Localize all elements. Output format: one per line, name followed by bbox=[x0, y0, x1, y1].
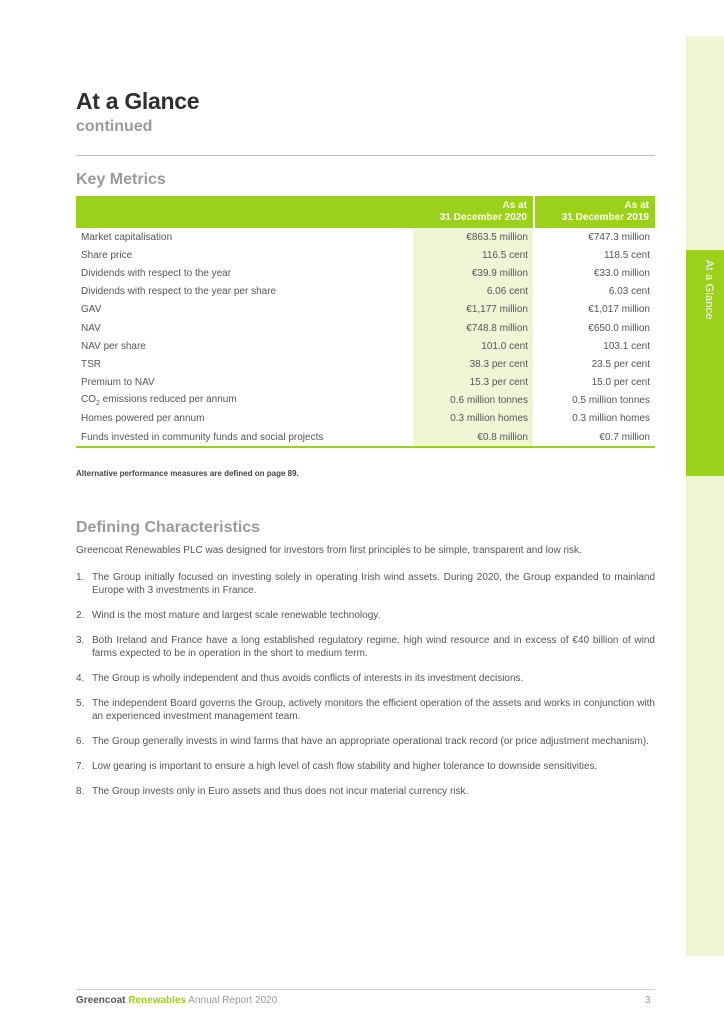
list-number: 3. bbox=[76, 635, 85, 646]
footer-divider bbox=[76, 989, 655, 990]
metric-value-2019: 118.5 cent bbox=[604, 249, 650, 261]
list-number: 5. bbox=[76, 698, 85, 709]
table-row bbox=[76, 392, 655, 410]
metric-value-2020: €863.5 million bbox=[413, 228, 534, 246]
list-text: Wind is the most mature and largest scale renewable technology. bbox=[92, 610, 381, 621]
table-row bbox=[76, 246, 655, 264]
metric-label: Funds invested in community funds and social projects bbox=[76, 428, 413, 447]
table-row bbox=[76, 228, 655, 246]
list-number: 2. bbox=[76, 610, 85, 621]
list-item bbox=[76, 609, 655, 622]
footer-brand-greencoat: Greencoat bbox=[76, 995, 126, 1006]
table-row bbox=[76, 374, 655, 392]
list-number: 4. bbox=[76, 673, 85, 684]
metric-label: Market capitalisation bbox=[81, 231, 173, 243]
metric-label: Share price bbox=[81, 249, 133, 261]
metric-value-2019: 0.5 million tonnes bbox=[572, 395, 650, 407]
metric-label: NAV per share bbox=[81, 340, 146, 352]
metric-label: GAV bbox=[81, 304, 102, 316]
table-row bbox=[76, 264, 655, 282]
footer-brand-renewables: Renewables bbox=[128, 995, 187, 1006]
list-item bbox=[76, 634, 655, 660]
table-row bbox=[76, 355, 655, 373]
metric-value-2020: 0.3 million homes bbox=[413, 410, 534, 428]
side-section-tab[interactable] bbox=[686, 250, 724, 476]
metric-value-2020: 6.06 cent bbox=[413, 283, 534, 301]
co2-suffix: emissions reduced per annum bbox=[99, 394, 237, 406]
list-item bbox=[76, 785, 655, 798]
characteristics-list bbox=[76, 571, 655, 810]
metric-value-2019: €650.0 million bbox=[588, 322, 650, 334]
list-item bbox=[76, 571, 655, 597]
list-number: 8. bbox=[76, 786, 85, 797]
metric-value-2019: 103.1 cent bbox=[603, 340, 650, 352]
column-header-2020-line2: 31 December 2020 bbox=[439, 212, 527, 223]
apm-footnote: Alternative performance measures are defined on page 89. bbox=[76, 469, 299, 478]
page-title: At a Glance bbox=[76, 88, 200, 114]
key-metrics-heading: Key Metrics bbox=[76, 171, 166, 188]
metric-value-2020: 0.6 million tonnes bbox=[413, 392, 534, 410]
title-divider bbox=[76, 155, 655, 156]
list-item bbox=[76, 672, 655, 685]
side-tab-label: At a Glance bbox=[703, 260, 715, 320]
list-item bbox=[76, 760, 655, 773]
metric-value-2020: 101.0 cent bbox=[413, 337, 534, 355]
header-blank bbox=[76, 196, 413, 228]
list-text: Both Ireland and France have a long established regulatory regime, high wind resource and in excess of €40 billion of wind farms expected to be in operation in the short to medium term. bbox=[92, 635, 655, 659]
metric-value-2020: 116.5 cent bbox=[413, 246, 534, 264]
metric-value-2020: 38.3 per cent bbox=[413, 355, 534, 373]
table-row bbox=[76, 337, 655, 355]
metric-value-2020: €39.9 million bbox=[413, 264, 534, 282]
key-metrics-table bbox=[76, 196, 655, 448]
page-number: 3 bbox=[645, 995, 651, 1006]
column-header-2019-line2: 31 December 2019 bbox=[561, 212, 649, 223]
metric-label: Dividends with respect to the year per share bbox=[81, 286, 277, 298]
page-subtitle: continued bbox=[76, 118, 153, 135]
list-text: The Group invests only in Euro assets and thus does not incur material currency risk. bbox=[92, 786, 469, 797]
table-row bbox=[76, 283, 655, 301]
table-header-row bbox=[76, 196, 655, 228]
list-number: 6. bbox=[76, 736, 85, 747]
metric-value-2019: 6.03 cent bbox=[608, 286, 650, 298]
metric-value-2019: 0.3 million homes bbox=[572, 413, 650, 425]
metric-label bbox=[76, 392, 413, 410]
list-item bbox=[76, 735, 655, 748]
footer-report-name: Annual Report 2020 bbox=[188, 995, 278, 1006]
column-header-2020 bbox=[413, 196, 534, 228]
column-header-2020-line1: As at bbox=[502, 200, 527, 211]
metric-value-2019: 23.5 per cent bbox=[591, 358, 650, 370]
metric-value-2020: €748.8 million bbox=[413, 319, 534, 337]
list-item bbox=[76, 697, 655, 723]
table-row bbox=[76, 301, 655, 319]
list-text: The Group generally invests in wind farms that have an appropriate operational track record (or price adjustment mechanism). bbox=[92, 736, 649, 747]
list-text: The Group is wholly independent and thus avoids conflicts of interests in its investment decisions. bbox=[92, 673, 524, 684]
table-row bbox=[76, 428, 655, 447]
metric-label: NAV bbox=[81, 322, 101, 334]
metric-value-2019: €1,017 million bbox=[588, 304, 650, 316]
metric-value-2020: 15.3 per cent bbox=[413, 374, 534, 392]
defining-intro: Greencoat Renewables PLC was designed for investors from first principles to be simple, transparent and low risk. bbox=[76, 545, 582, 556]
co2-subscript: 2 bbox=[96, 400, 100, 408]
table-row bbox=[76, 319, 655, 337]
metric-label: Dividends with respect to the year bbox=[81, 267, 232, 279]
metric-value-2019: €0.7 million bbox=[534, 428, 655, 447]
footer-report-title bbox=[76, 995, 277, 1006]
metric-value-2019: €747.3 million bbox=[588, 231, 650, 243]
side-strip bbox=[686, 36, 724, 956]
list-text: Low gearing is important to ensure a high level of cash flow stability and higher tolerance to downside sensitivities. bbox=[92, 761, 598, 772]
list-text: The Group initially focused on investing solely in operating Irish wind assets. During 2020, the Group expanded to mainland Europe with 3 investments in France. bbox=[92, 572, 655, 596]
metric-value-2019: 15.0 per cent bbox=[591, 377, 650, 389]
table-row bbox=[76, 410, 655, 428]
list-number: 7. bbox=[76, 761, 85, 772]
column-header-2019-line1: As at bbox=[624, 200, 649, 211]
metric-label: Homes powered per annum bbox=[81, 413, 205, 425]
defining-characteristics-heading: Defining Characteristics bbox=[76, 519, 261, 536]
metric-value-2020: €0.8 million bbox=[413, 428, 534, 447]
metric-label: Premium to NAV bbox=[81, 377, 155, 389]
column-header-2019 bbox=[534, 196, 655, 228]
list-number: 1. bbox=[76, 572, 85, 583]
list-text: The independent Board governs the Group, actively monitors the efficient operation of the assets and works in conjunction with an experienced investment management team. bbox=[92, 698, 655, 722]
metric-value-2020: €1,177 million bbox=[413, 301, 534, 319]
co2-prefix: CO bbox=[81, 394, 96, 406]
metric-value-2019: €33.0 million bbox=[593, 267, 650, 279]
metric-label: TSR bbox=[81, 358, 101, 370]
